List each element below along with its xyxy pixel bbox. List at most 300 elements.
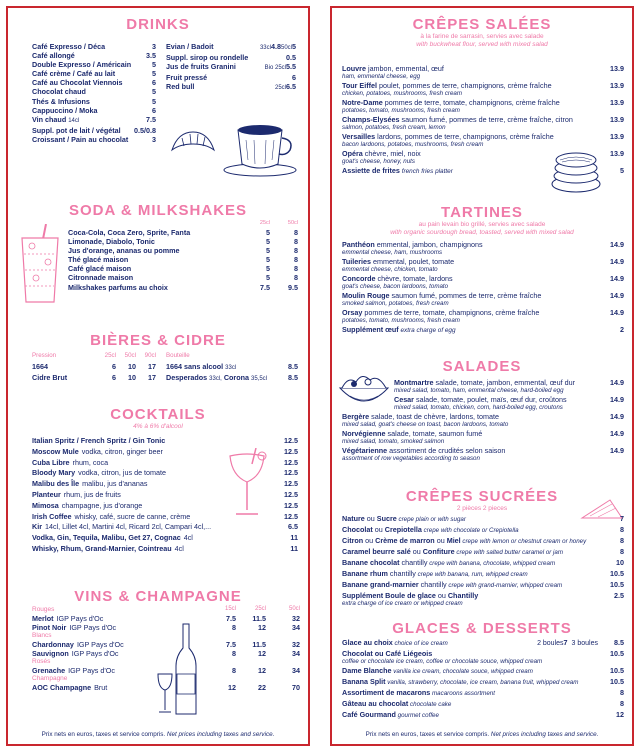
biere-price: 10 — [128, 373, 136, 383]
cocktail-price: 12.5 — [284, 446, 298, 456]
cocktails-subtitle: 4% à 6% d'alcool — [133, 423, 183, 430]
drink-price: 5 — [152, 87, 156, 97]
biere-name: Cidre Brut — [32, 373, 68, 383]
tartines-name: Tuileries — [342, 257, 372, 266]
sucree-name: Banane rhum — [342, 569, 388, 578]
footer-fr-right: Prix nets en euros, taxes et service compris. — [365, 731, 490, 738]
sucree-item — [332, 569, 632, 579]
glace-item — [332, 699, 632, 709]
cocktail-row — [8, 512, 308, 523]
glace-name: Glace au choix — [342, 638, 393, 647]
vin-price: 7.5 — [226, 614, 236, 623]
soda-price-50: 8 — [294, 255, 298, 265]
vin-name: Grenache — [32, 666, 66, 676]
soda-name: Milkshakes parfums au choix — [68, 282, 168, 292]
cocktail-desc: malibu, jus d'ananas — [82, 479, 148, 489]
biere-price: 6 — [112, 362, 116, 371]
sucree-item — [332, 514, 632, 524]
sucree-name2: Crepiotella — [384, 525, 422, 534]
drink-name: Café allongé — [32, 51, 75, 61]
sucrees-title: CRÊPES SUCRÉES — [405, 488, 559, 505]
drink-row — [8, 135, 160, 144]
soda-header — [68, 220, 308, 226]
glace-text — [342, 666, 598, 676]
biere-price: 6 — [112, 373, 116, 383]
cocktail-row — [8, 436, 308, 447]
crepes-text — [342, 98, 598, 107]
soda-price-25: 5 — [266, 264, 270, 274]
vin-group-label: Rosés — [32, 658, 51, 666]
biere-price: 17 — [148, 373, 156, 383]
tartines-price: 2 — [620, 325, 624, 334]
sucree-name: Chocolat — [342, 525, 373, 534]
tartines-desc: chèvre, tomate, lardons — [375, 274, 453, 283]
sucree-desc2: chantilly — [399, 558, 428, 567]
drink-price-small: 4.8 — [270, 42, 281, 51]
tartines-name: Supplément œuf — [342, 325, 399, 334]
salade-name: Norvégienne — [342, 429, 386, 438]
drink-row — [160, 82, 310, 93]
bieres-header-50cl: 50cl — [124, 352, 136, 359]
salade-desc: salade, tomate, poulet, maïs, œuf dur, croûtons — [413, 395, 567, 404]
salade-desc: assortiment de crudités selon saison — [387, 446, 506, 455]
sucree-desc: crepe with banana, rum, whipped cream — [415, 571, 528, 578]
sucree-text — [342, 569, 598, 579]
glace-price: 10.5 — [610, 649, 624, 658]
sucree-name3: Miel — [446, 536, 461, 545]
tartines-name: Panthéon — [342, 240, 375, 249]
soda-header-50cl: 50cl — [287, 220, 298, 226]
sucree-text: Supplément Boule de glace ou Chantilly — [342, 591, 479, 600]
cocktail-price: 12.5 — [284, 468, 298, 478]
soda-name: Jus d'orange, ananas ou pomme — [68, 246, 180, 256]
glace-price: 8.5 — [614, 638, 624, 647]
tartines-translation: potatoes, tomato, mushrooms, fresh cream — [342, 317, 460, 324]
vin-price: 32 — [292, 640, 300, 650]
drink-desc: 25cl — [274, 85, 286, 92]
cocktail-row — [8, 501, 308, 512]
soda-price-50: 8 — [294, 237, 298, 247]
glace-2boules-price: 7 — [563, 638, 568, 647]
vins-section — [8, 588, 308, 605]
crepes-sub1: à la farine de sarrasin, servies avec salade — [420, 33, 544, 40]
cocktail-price: 12.5 — [284, 479, 298, 489]
sucree-name: Supplément Boule de glace — [342, 591, 436, 600]
cocktail-desc: 4cl — [183, 533, 193, 543]
drink-row — [8, 106, 160, 115]
sucree-price: 8 — [620, 547, 624, 556]
sucree-price: 2.5 — [614, 591, 624, 600]
crepes-price: 13.9 — [610, 149, 624, 158]
crepes-translation: potatoes, tomato, mushrooms, fresh cream — [342, 107, 460, 114]
cocktail-row — [8, 468, 308, 479]
sucree-desc2: chantilly — [387, 569, 416, 578]
cocktails-title: COCKTAILS — [110, 406, 206, 423]
sucree-text: Caramel beurre salé ou Confiture crepe with salted butter caramel or jam — [342, 547, 564, 556]
sucree-price: 8 — [620, 536, 624, 545]
biere-desc: 33cl — [225, 365, 237, 371]
biere-name: 1664 — [32, 362, 48, 371]
glace-2boules: 2 boules — [537, 640, 564, 647]
vin-price: 8 — [232, 666, 236, 676]
glace-name: Dame Blanche — [342, 666, 392, 675]
biere-desc: 35,5cl — [251, 376, 268, 383]
sucree-item — [332, 580, 632, 590]
salade-text — [342, 429, 598, 438]
bieres-header-90cl: 90cl — [144, 352, 156, 359]
biere-row — [8, 362, 308, 373]
sucree-name2: Confiture — [422, 547, 455, 556]
crepes-translation: chicken, potatoes, mushrooms, fresh cream — [342, 90, 463, 97]
crepes-text — [342, 132, 598, 141]
salade-translation: mixed salad, tomato, chicken, corn, hard-boiled egg, croutons — [394, 404, 563, 411]
sucree-name: Banane chocolat — [342, 558, 400, 567]
crepes-item — [332, 98, 632, 114]
sucree-desc2: chantilly — [418, 580, 447, 589]
sucrees-list — [332, 514, 632, 608]
drink-price: 0.5/0.8 — [134, 125, 156, 135]
drinks-right-list — [160, 42, 310, 93]
vin-price: 34 — [292, 649, 300, 659]
crepes-title: CRÊPES SALÉES — [412, 16, 552, 33]
crepes-text — [342, 81, 598, 90]
biere-price: 10 — [128, 362, 136, 371]
glace-desc: macaroons assortment — [430, 690, 495, 697]
drink-name: Vin chaud — [32, 114, 67, 124]
bieres-bouteille-label: Bouteille — [166, 352, 190, 359]
biere-name: Corona — [223, 373, 249, 383]
sucree-desc: crepe with lemon or chestnut cream or honey — [460, 538, 587, 545]
crepes-sub2: with buckwheat flour, served with mixed salad — [416, 41, 548, 48]
crepes-desc: lardons, pommes de terre, champignons, crème fraîche — [375, 132, 554, 141]
drink-name: Croissant / Pain au chocolat — [32, 134, 129, 144]
crepes-price: 13.9 — [610, 64, 624, 73]
vins-title: VINS & CHAMPAGNE — [74, 588, 242, 605]
vin-price: 34 — [292, 666, 300, 676]
crepes-item — [332, 115, 632, 131]
vin-group-label: Champagne — [32, 675, 68, 683]
tartines-sub1: au pain levain bio grillé, servies avec salade — [418, 221, 546, 228]
vin-row — [8, 640, 308, 649]
drink-row — [8, 42, 160, 51]
drinks-section — [8, 16, 308, 33]
drink-desc: 33cl — [259, 45, 271, 51]
crepes-name: Notre-Dame — [342, 98, 383, 107]
tartines-item — [332, 240, 632, 256]
soda-title: SODA & MILKSHAKES — [68, 202, 248, 219]
drink-name: Red bull — [166, 82, 195, 92]
cocktail-name: Planteur — [32, 489, 61, 499]
crepes-desc: pommes de terre, tomate, champignons, crème fraîche — [382, 98, 560, 107]
salade-translation: mixed salad, tomato, smoked salmon — [342, 438, 445, 445]
crepes-name: Champs-Elysées — [342, 115, 400, 124]
tartines-price: 14.9 — [610, 240, 624, 249]
glace-item — [332, 688, 632, 698]
glace-text — [342, 649, 598, 658]
glace-name: Banana Split — [342, 677, 386, 686]
cocktail-row — [8, 544, 308, 555]
vin-group-label: Blancs — [32, 632, 52, 640]
cocktail-price: 12.5 — [284, 436, 298, 445]
drink-name: Cappuccino / Moka — [32, 105, 98, 115]
vin-row — [8, 623, 308, 632]
vin-price: 7.5 — [226, 640, 236, 650]
tartines-desc: saumon fumé, pommes de terre, crème fraîche — [389, 291, 542, 300]
vin-group-label: Rouges — [32, 606, 55, 613]
sucree-name2: Sucre — [376, 514, 397, 523]
drink-price: 5 — [292, 42, 296, 51]
vin-price: 11.5 — [252, 614, 266, 623]
glace-price: 10.5 — [610, 677, 624, 686]
salade-translation: mixed salad, goat's cheese on toast, bacon lardoons, tomato — [342, 421, 509, 428]
cocktail-desc: 14cl, Lillet 4cl, Martini 4cl, Ricard 2cl, Campari 4cl,... — [45, 522, 212, 532]
glace-item — [332, 638, 632, 648]
glace-price: 8 — [620, 688, 624, 697]
tartines-text — [342, 325, 598, 335]
cocktail-price: 11 — [290, 543, 298, 553]
soda-price-50: 8 — [294, 264, 298, 274]
sucree-name: Citron — [342, 536, 364, 545]
drink-price: 5.5 — [286, 62, 296, 72]
salade-item — [332, 395, 632, 411]
vins-list — [8, 606, 308, 693]
crepes-price: 5 — [620, 166, 624, 175]
glace-name: Gâteau au chocolat — [342, 699, 409, 708]
croissant-icon — [168, 128, 218, 158]
drink-row — [160, 62, 310, 73]
tartines-item — [332, 274, 632, 290]
vin-price: 12 — [258, 649, 266, 659]
sucree-name: Banane grand-marnier — [342, 580, 419, 589]
glace-3boules: 3 boules — [571, 640, 598, 647]
crepes-item — [332, 64, 632, 80]
vin-row — [8, 649, 308, 658]
sucree-price: 10.5 — [610, 580, 624, 589]
drink-row — [160, 42, 310, 53]
cocktail-row — [8, 447, 308, 458]
vin-price: 11.5 — [252, 640, 266, 650]
salades-list — [332, 378, 632, 463]
drink-desc: 50cl — [280, 45, 292, 51]
vin-price: 8 — [232, 649, 236, 659]
soda-row — [68, 264, 308, 273]
footer-en-right: Net prices including taxes and service. — [490, 731, 599, 738]
drink-row — [8, 78, 160, 87]
drink-row — [160, 73, 310, 82]
tartines-translation: emmental cheese, chicken, tomato — [342, 266, 438, 273]
vins-header-50cl: 50cl — [288, 606, 300, 612]
cocktail-row — [8, 458, 308, 469]
soda-row — [68, 273, 308, 282]
vin-price: 32 — [292, 614, 300, 623]
drink-row — [160, 53, 310, 62]
soda-price-50: 8 — [294, 228, 298, 237]
drink-name: Café au Chocolat Viennois — [32, 78, 123, 88]
drink-desc: 14cl — [68, 117, 80, 124]
tartines-price: 14.9 — [610, 291, 624, 300]
tartines-desc: emmental, jambon, champignons — [374, 240, 483, 249]
coffee-cup-icon — [220, 120, 300, 178]
glace-item — [332, 666, 632, 676]
right-footer — [332, 731, 632, 738]
bieres-section — [8, 332, 308, 349]
soda-price-25: 5 — [266, 255, 270, 265]
vin-name: Sauvignon — [32, 649, 69, 659]
biere-price: 17 — [148, 362, 156, 371]
glace-price: 12 — [616, 710, 624, 719]
tartines-item — [332, 257, 632, 273]
soda-name: Coca-Cola, Coca Zero, Sprite, Fanta — [68, 228, 191, 237]
salade-price: 14.9 — [610, 446, 624, 455]
sucree-name2: Crème de marron — [375, 536, 435, 545]
vin-price: 34 — [292, 623, 300, 633]
glace-name: Chocolat ou Café Liégeois — [342, 649, 433, 658]
drink-row — [8, 60, 160, 69]
vin-desc: Brut — [94, 683, 108, 693]
vin-row — [8, 683, 308, 692]
bieres-pression-label: Pression — [32, 352, 57, 359]
salade-text — [342, 446, 598, 455]
crepes-price: 13.9 — [610, 132, 624, 141]
crepes-desc: saumon fumé, pommes de terre, crème fraîche, citron — [399, 115, 573, 124]
cocktail-row — [8, 522, 308, 533]
sucree-text: Chocolat ou Crepiotella crepe with chocolate or Crepiotella — [342, 525, 519, 534]
cocktail-row — [8, 533, 308, 544]
cocktail-price: 12.5 — [284, 511, 298, 521]
drink-name: Café Expresso / Déca — [32, 42, 106, 51]
vin-price: 8 — [232, 623, 236, 633]
glaces-section — [332, 620, 632, 637]
cocktail-name: Malibu des Île — [32, 479, 80, 489]
glace-translation: coffee or chocolate ice cream, coffee or chocolate souce, whipped cream — [342, 658, 543, 665]
glace-name: Café Gourmand — [342, 710, 396, 719]
drink-price: 6.5 — [286, 82, 296, 92]
tartines-name: Moulin Rouge — [342, 291, 390, 300]
crepes-stack-icon — [550, 148, 602, 194]
footer-fr: Prix nets en euros, taxes et service compris. — [41, 731, 166, 738]
salade-name: Végétarienne — [342, 446, 388, 455]
drinks-title: DRINKS — [126, 16, 190, 33]
crepes-text — [342, 115, 598, 124]
sucree-price: 8 — [620, 525, 624, 534]
biere-row — [8, 373, 308, 384]
glace-text — [342, 688, 598, 698]
cocktail-name: Whisky, Rhum, Grand-Marnier, Cointreau — [32, 543, 172, 553]
tartines-desc: extra charge of egg — [398, 327, 456, 334]
vin-name: Merlot — [32, 614, 54, 623]
vins-header-25cl: 25cl — [254, 606, 266, 612]
salade-text — [394, 378, 598, 387]
cocktail-name: Bloody Mary — [32, 468, 76, 478]
biere-name: 1664 sans alcool — [166, 362, 224, 371]
tartines-name: Orsay — [342, 308, 363, 317]
cocktail-desc: vodka, citron, ginger beer — [81, 446, 163, 456]
tartines-price: 14.9 — [610, 308, 624, 317]
biere-desc: 33cl, — [209, 376, 222, 383]
tartines-translation: smoked salmon, potatoes, fresh cream — [342, 300, 449, 307]
sucree-translation: extra charge of ice cream or whipped cream — [342, 600, 463, 607]
cocktail-desc: champagne, jus d'orange — [61, 500, 143, 510]
crepes-desc: chèvre, miel, noix — [362, 149, 421, 158]
glace-desc: gourmet coffee — [395, 712, 439, 719]
crepes-price: 13.9 — [610, 115, 624, 124]
drink-price: 5 — [152, 60, 156, 70]
vin-name: Pinot Noir — [32, 623, 67, 633]
crepes-desc: jambon, emmental, œuf — [365, 64, 444, 73]
cocktail-desc: 4cl — [174, 543, 184, 553]
sucree-text: Citron ou Crème de marron ou Miel crepe with lemon or chestnut cream or honey — [342, 536, 587, 545]
drink-price: 3 — [152, 134, 156, 144]
cocktail-price: 12.5 — [284, 500, 298, 510]
vin-desc: IGP Pays d'Oc — [71, 649, 119, 659]
vin-price: 22 — [258, 683, 266, 693]
soda-price-25: 5 — [266, 246, 270, 256]
salade-item — [332, 412, 632, 428]
vin-desc: IGP Pays d'Oc — [68, 666, 115, 676]
salade-desc: salade, tomate, jambon, emmental, œuf dur — [433, 378, 575, 387]
soda-price-50: 8 — [294, 273, 298, 283]
cocktail-row — [8, 490, 308, 501]
crepes-desc: poulet, pommes de terre, champignons, crème fraîche — [377, 81, 552, 90]
soda-section — [8, 202, 308, 219]
sucree-item — [332, 558, 632, 568]
cocktail-desc: whisky, café, sucre de canne, crème — [74, 511, 191, 521]
glace-text — [342, 699, 598, 709]
sucree-price: 10 — [616, 558, 624, 567]
salade-price: 14.9 — [610, 412, 624, 421]
biere-price: 8.5 — [288, 373, 298, 383]
tartines-desc: pommes de terre, tomate, champignons, crème fraîche — [362, 308, 540, 317]
cocktail-price: 11 — [290, 533, 298, 543]
soda-price-25: 5 — [266, 273, 270, 283]
soda-price-50: 9.5 — [288, 282, 298, 292]
soda-name: Café glacé maison — [68, 264, 132, 274]
crepes-text — [342, 64, 598, 73]
tartines-item — [332, 308, 632, 324]
drink-name: Suppl. sirop ou rondelle — [166, 53, 249, 63]
bieres-title: BIÈRES & CIDRE — [90, 332, 226, 349]
drink-row — [8, 115, 160, 126]
sucree-item — [332, 536, 632, 546]
biere-name: Desperados — [166, 373, 208, 383]
vin-price: 12 — [258, 666, 266, 676]
crepes-name: Louvre — [342, 64, 366, 73]
glace-desc: vanilla, strawberry, chocolate, ice cream, banana fruit, whipped cream — [385, 679, 579, 686]
soda-name: Thé glacé maison — [68, 255, 129, 265]
crepes-price: 13.9 — [610, 98, 624, 107]
crepes-name: Versailles — [342, 132, 376, 141]
vin-name: AOC Champagne — [32, 683, 92, 693]
drink-name: Jus de fruits Granini — [166, 62, 236, 72]
drink-price: 7.5 — [146, 114, 156, 124]
tartines-section — [332, 204, 632, 237]
salade-desc: salade, tomate, saumon fumé — [385, 429, 483, 438]
sucree-price: 7 — [620, 514, 624, 523]
salade-item — [332, 446, 632, 462]
sucree-desc: crepe with salted butter caramel or jam — [454, 549, 564, 556]
cocktail-desc: rhum, coca — [72, 457, 109, 467]
drink-row — [8, 51, 160, 60]
salade-price: 14.9 — [610, 378, 624, 387]
cocktail-name: Irish Coffee — [32, 511, 72, 521]
drink-name: Double Expresso / Américain — [32, 60, 132, 70]
drink-name: Evian / Badoit — [166, 42, 214, 51]
vin-desc: IGP Pays d'Oc — [76, 640, 124, 650]
soda-price-25: 5 — [266, 228, 270, 237]
sucree-text: Nature ou Sucre crepe plain or with sugar — [342, 514, 466, 523]
drink-price: 3.5 — [146, 51, 156, 61]
cocktail-price: 6.5 — [288, 522, 298, 532]
